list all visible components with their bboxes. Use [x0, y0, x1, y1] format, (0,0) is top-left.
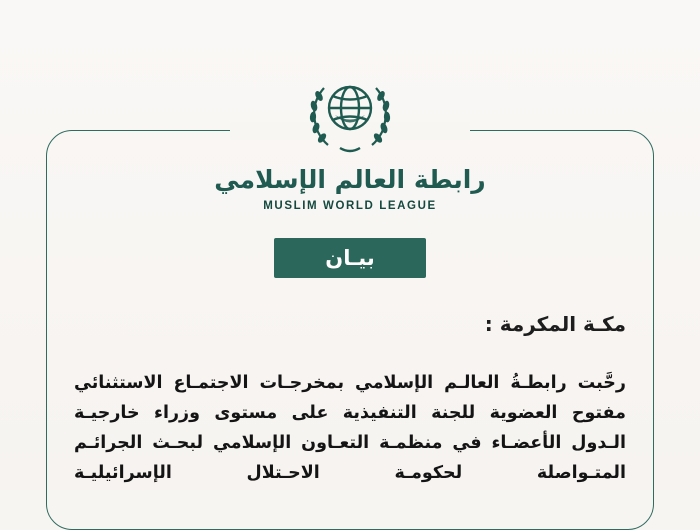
statement-paragraph: رحَّبت رابطـةُ العالـم الإسلامي بمخرجـات الاجتمـاع الاستثنائي مفتوح العضوية للجنة التنفيذية على مستوى وزراء خارجيـة الـدول الأعضـاء في منظمـة التعـاون الإسلامي لبحـث الجرائـم المتـواصلة لحكومـة الاحـتلال الإسرائيليـة: [74, 373, 626, 484]
organization-header: [0, 74, 700, 212]
statement-label-badge: بيـان: [274, 238, 426, 278]
statement-body: [74, 368, 626, 488]
organization-name-english: MUSLIM WORLD LEAGUE: [263, 199, 437, 212]
dateline-location: مكـة المكرمة :: [484, 312, 626, 336]
globe-wheat-wreath-emblem-icon: [294, 74, 406, 160]
organization-name-arabic: رابطة العالم الإسلامي: [214, 165, 486, 194]
